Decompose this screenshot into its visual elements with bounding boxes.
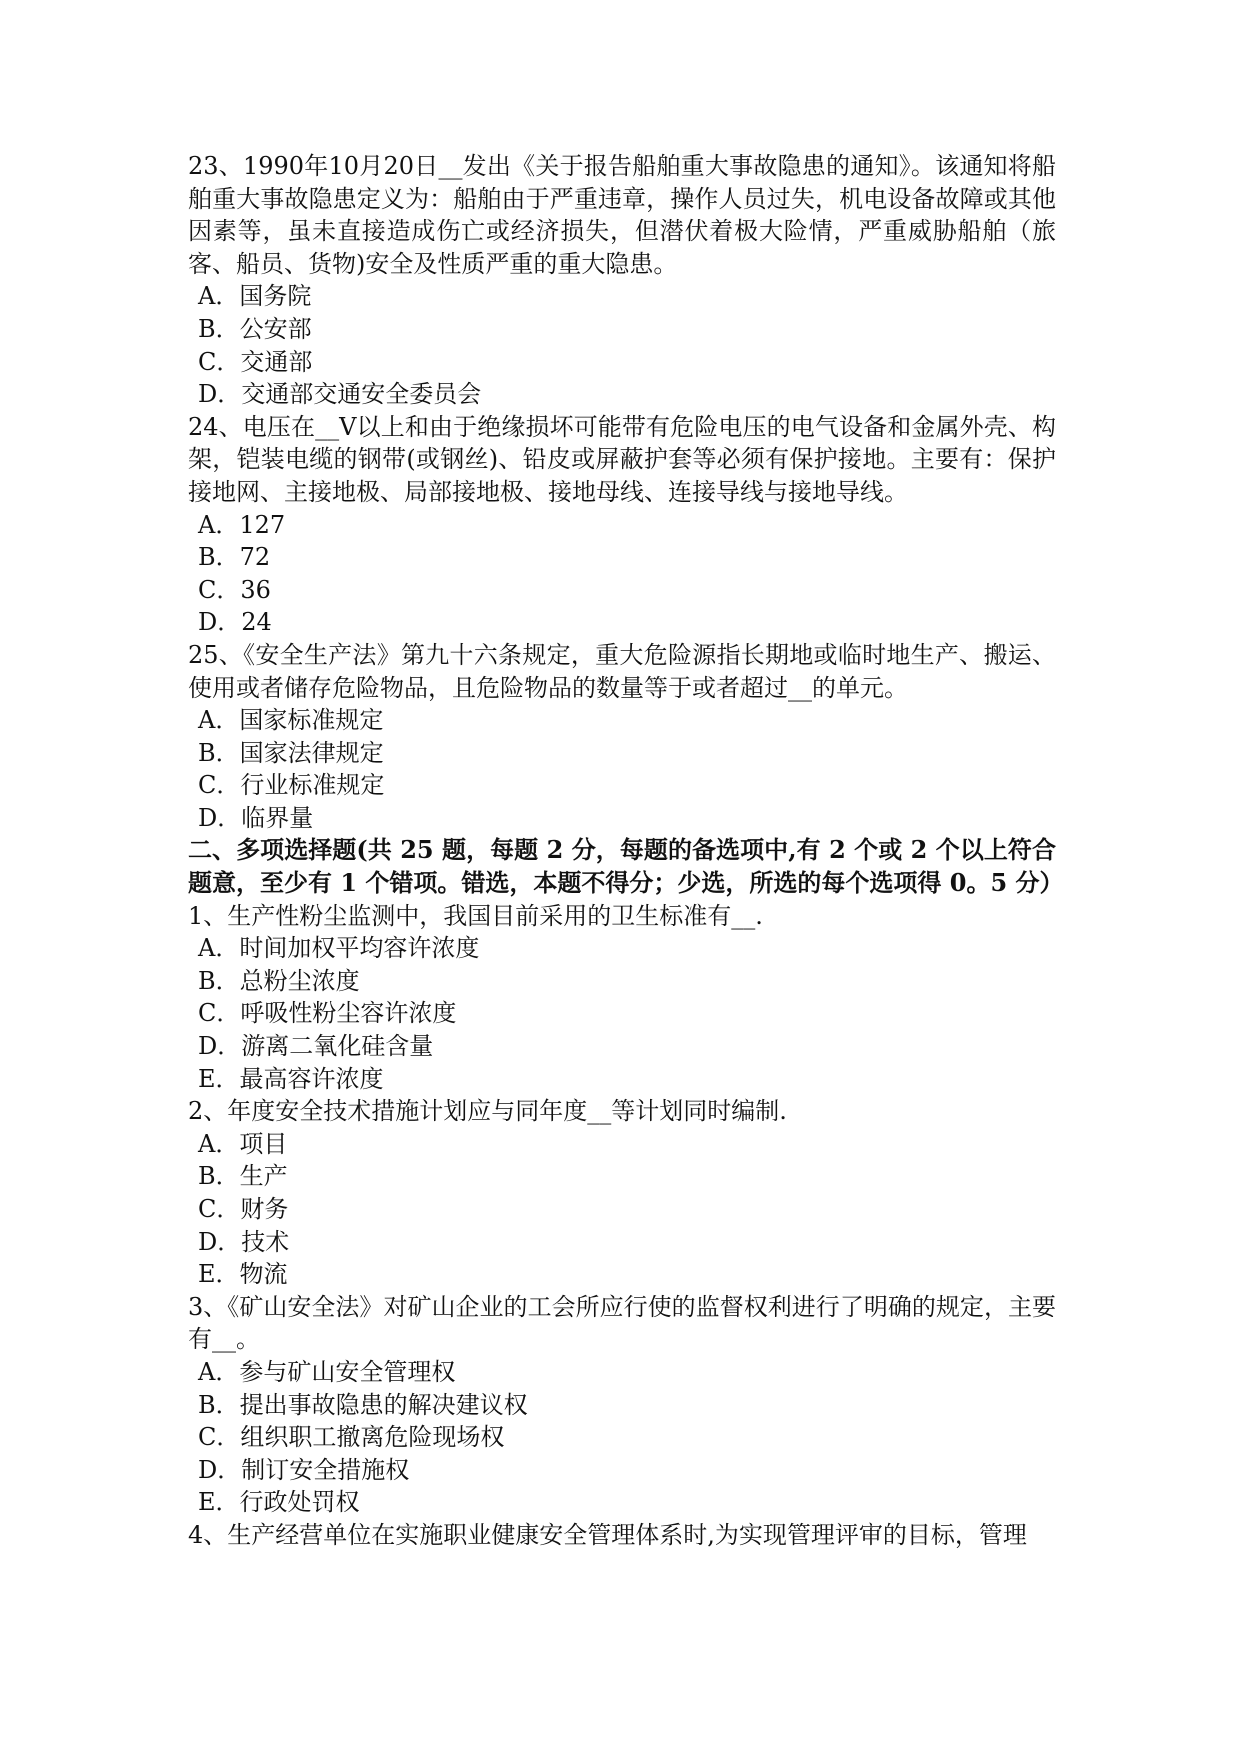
question-option: B．总粉尘浓度 — [198, 966, 360, 995]
question-option: C．组织职工撤离危险现场权 — [198, 1423, 505, 1452]
question-text: 3、《矿山安全法》对矿山企业的工会所应行使的监督权利进行了明确的规定，主要有__。 — [188, 1292, 1056, 1354]
question-option: D．技术 — [198, 1227, 290, 1256]
question-option: B．生产 — [198, 1162, 288, 1191]
question-option: A．项目 — [198, 1129, 288, 1158]
question-block — [188, 639, 1056, 835]
section-title: 二、多项选择题(共 25 题，每题 2 分，每题的备选项中,有 2 个或 2 个以上符合题意，至少有 1 个错项。错选，本题不得分；少选，所选的每个选项得 0。5 分） — [188, 835, 1064, 898]
question-text: 25、《安全生产法》第九十六条规定，重大危险源指长期地或临时地生产、搬运、使用或者储存危险物品，且危险物品的数量等于或者超过__的单元。 — [188, 640, 1056, 702]
question-option: D．临界量 — [198, 803, 314, 832]
question-option: E．行政处罚权 — [198, 1488, 360, 1517]
question-block — [188, 150, 1056, 411]
question-option: A．127 — [198, 510, 286, 539]
question-option: D．24 — [198, 608, 272, 637]
question-option: C．呼吸性粉尘容许浓度 — [198, 999, 457, 1028]
question-option: A．国务院 — [198, 282, 312, 311]
question-block — [188, 411, 1056, 639]
questions-before-section — [188, 150, 1056, 834]
question-text: 1、生产性粉尘监测中，我国目前采用的卫生标准有__. — [188, 901, 763, 930]
questions-after-section — [188, 900, 1056, 1552]
question-option: B．提出事故隐患的解决建议权 — [198, 1390, 528, 1419]
question-option: D．游离二氧化硅含量 — [198, 1032, 434, 1061]
document-page — [188, 150, 1064, 1552]
question-option: A．参与矿山安全管理权 — [198, 1357, 456, 1386]
question-block — [188, 1291, 1056, 1519]
question-option: A．时间加权平均容许浓度 — [198, 934, 480, 963]
question-block — [188, 1095, 1056, 1291]
question-text: 4、生产经营单位在实施职业健康安全管理体系时,为实现管理评审的目标，管理 — [188, 1520, 1027, 1549]
question-option: E．物流 — [198, 1260, 288, 1289]
question-text: 2、年度安全技术措施计划应与同年度__等计划同时编制. — [188, 1097, 787, 1126]
question-option: D．交通部交通安全委员会 — [198, 380, 482, 409]
question-option: B．72 — [198, 543, 271, 572]
question-option: B．国家法律规定 — [198, 738, 384, 767]
question-option: C．36 — [198, 575, 271, 604]
question-option: C．财务 — [198, 1195, 289, 1223]
question-option: A．国家标准规定 — [198, 706, 384, 735]
question-block — [188, 1519, 1056, 1552]
question-block — [188, 900, 1056, 1096]
question-text: 24、电压在__V以上和由于绝缘损坏可能带有危险电压的电气设备和金属外壳、构架，铠装电缆的钢带(或钢丝)、铅皮或屏蔽护套等必须有保护接地。主要有：保护接地网、主接地极、局部接地极、接地母线、连接导线与接地导线。 — [188, 412, 1056, 506]
question-text: 23、1990年10月20日__发出《关于报告船舶重大事故隐患的通知》。该通知将船舶重大事故隐患定义为：船舶由于严重违章，操作人员过失，机电设备故障或其他因素等，虽未直接造成伤亡或经济损失，但潜伏着极大险情，严重威胁船舶（旅客、船员、货物)安全及性质严重的重大隐患。 — [188, 152, 1056, 278]
question-option: C．行业标准规定 — [198, 771, 385, 800]
question-option: D．制订安全措施权 — [198, 1455, 410, 1484]
question-option: E．最高容许浓度 — [198, 1064, 384, 1093]
question-option: C．交通部 — [198, 347, 313, 376]
question-option: B．公安部 — [198, 314, 312, 343]
